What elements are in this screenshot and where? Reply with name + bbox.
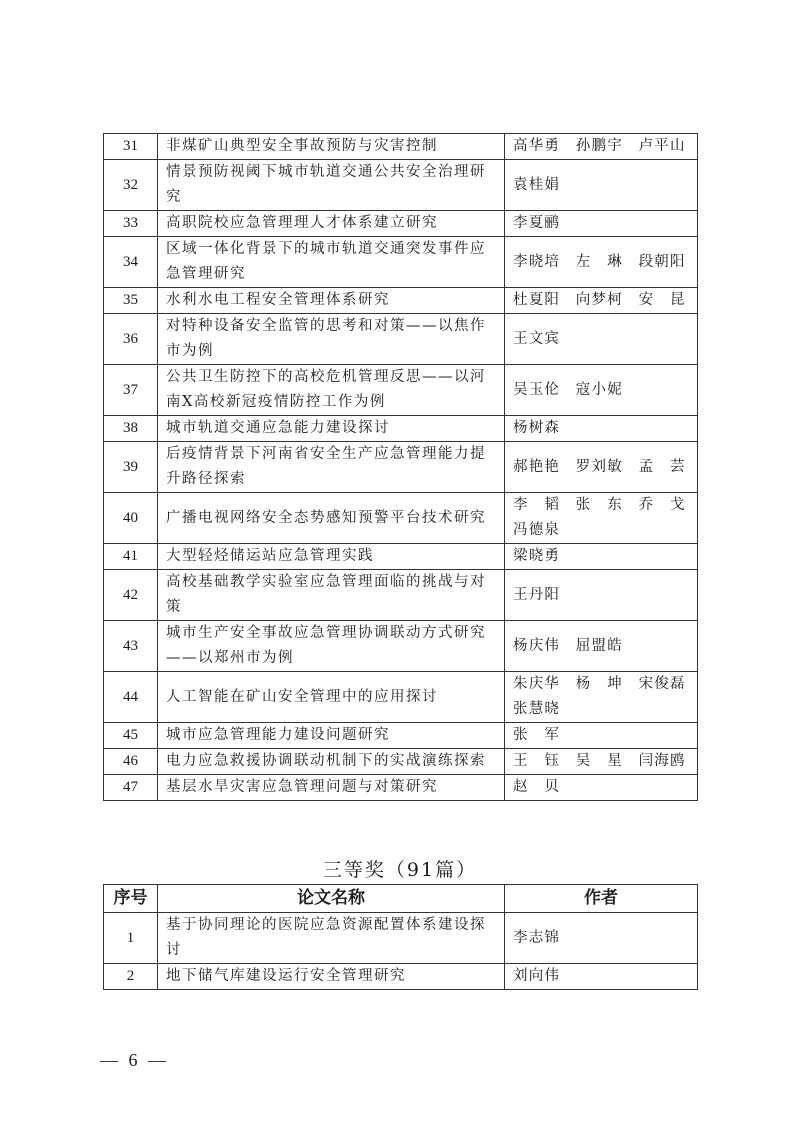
paper-author: 王文宾 — [505, 314, 698, 365]
table-row — [104, 288, 698, 314]
row-number: 36 — [104, 314, 158, 365]
paper-title: 基于协同理论的医院应急资源配置体系建设探讨 — [158, 913, 505, 964]
paper-title: 大型轻烃储运站应急管理实践 — [158, 544, 505, 570]
table-row — [104, 913, 698, 964]
paper-title: 水利水电工程安全管理体系研究 — [158, 288, 505, 314]
row-number: 39 — [104, 442, 158, 493]
paper-author: 刘向伟 — [505, 964, 698, 990]
table-row — [104, 314, 698, 365]
paper-title: 高校基础教学实验室应急管理面临的挑战与对策 — [158, 570, 505, 621]
table-row — [104, 570, 698, 621]
awards-table-upper — [103, 133, 698, 801]
table-row — [104, 723, 698, 749]
row-number: 37 — [104, 365, 158, 416]
row-number: 45 — [104, 723, 158, 749]
paper-author: 李夏鹂 — [505, 211, 698, 237]
row-number: 1 — [104, 913, 158, 964]
paper-title: 非煤矿山典型安全事故预防与灾害控制 — [158, 134, 505, 160]
table-row — [104, 672, 698, 723]
table-row — [104, 416, 698, 442]
row-number: 31 — [104, 134, 158, 160]
row-number: 32 — [104, 160, 158, 211]
table-row — [104, 544, 698, 570]
table-row — [104, 160, 698, 211]
paper-author: 袁桂娟 — [505, 160, 698, 211]
paper-author: 郝艳艳 罗刘敏 孟 芸 — [505, 442, 698, 493]
row-number: 42 — [104, 570, 158, 621]
paper-author: 朱庆华 杨 坤 宋俊磊 张慧晓 — [505, 672, 698, 723]
section-title: 三等奖（91篇） — [322, 859, 478, 881]
paper-author: 李志锦 — [505, 913, 698, 964]
paper-author: 杨庆伟 屈盟皓 — [505, 621, 698, 672]
header-no: 序号 — [104, 885, 158, 913]
paper-author: 李晓培 左 琳 段朝阳 — [505, 237, 698, 288]
page-number: — 6 — — [100, 1050, 169, 1070]
table-row — [104, 964, 698, 990]
paper-author: 杜夏阳 向梦柯 安 昆 — [505, 288, 698, 314]
row-number: 41 — [104, 544, 158, 570]
paper-author: 王 钰 吴 星 闫海鸥 — [505, 749, 698, 775]
row-number: 43 — [104, 621, 158, 672]
table-row — [104, 775, 698, 801]
row-number: 2 — [104, 964, 158, 990]
paper-author: 吴玉伦 寇小妮 — [505, 365, 698, 416]
paper-title: 电力应急救援协调联动机制下的实战演练探索 — [158, 749, 505, 775]
table-row — [104, 211, 698, 237]
table-row — [104, 134, 698, 160]
paper-author: 李 韬 张 东 乔 戈 冯德泉 — [505, 493, 698, 544]
paper-title: 基层水旱灾害应急管理问题与对策研究 — [158, 775, 505, 801]
paper-title: 情景预防视阈下城市轨道交通公共安全治理研究 — [158, 160, 505, 211]
row-number: 40 — [104, 493, 158, 544]
row-number: 44 — [104, 672, 158, 723]
table-row — [104, 237, 698, 288]
table-row — [104, 749, 698, 775]
header-author: 作者 — [505, 885, 698, 913]
table-row — [104, 493, 698, 544]
header-title: 论文名称 — [158, 885, 505, 913]
paper-author: 杨树森 — [505, 416, 698, 442]
paper-title: 城市应急管理能力建设问题研究 — [158, 723, 505, 749]
table-row — [104, 365, 698, 416]
paper-title: 区域一体化背景下的城市轨道交通突发事件应急管理研究 — [158, 237, 505, 288]
paper-author: 王丹阳 — [505, 570, 698, 621]
paper-author: 张 军 — [505, 723, 698, 749]
paper-author: 赵 贝 — [505, 775, 698, 801]
paper-title: 对特种设备安全监管的思考和对策——以焦作市为例 — [158, 314, 505, 365]
paper-title: 地下储气库建设运行安全管理研究 — [158, 964, 505, 990]
awards-table-lower — [103, 884, 698, 990]
row-number: 46 — [104, 749, 158, 775]
row-number: 33 — [104, 211, 158, 237]
paper-title: 高职院校应急管理理人才体系建立研究 — [158, 211, 505, 237]
paper-title: 人工智能在矿山安全管理中的应用探讨 — [158, 672, 505, 723]
row-number: 38 — [104, 416, 158, 442]
table-header-row — [104, 885, 698, 913]
row-number: 47 — [104, 775, 158, 801]
table-row — [104, 442, 698, 493]
paper-title: 公共卫生防控下的高校危机管理反思——以河南X高校新冠疫情防控工作为例 — [158, 365, 505, 416]
table-row — [104, 621, 698, 672]
paper-title: 后疫情背景下河南省安全生产应急管理能力提升路径探索 — [158, 442, 505, 493]
paper-title: 广播电视网络安全态势感知预警平台技术研究 — [158, 493, 505, 544]
paper-title: 城市生产安全事故应急管理协调联动方式研究——以郑州市为例 — [158, 621, 505, 672]
paper-author: 高华勇 孙鹏宇 卢平山 — [505, 134, 698, 160]
row-number: 35 — [104, 288, 158, 314]
row-number: 34 — [104, 237, 158, 288]
paper-author: 梁晓勇 — [505, 544, 698, 570]
paper-title: 城市轨道交通应急能力建设探讨 — [158, 416, 505, 442]
